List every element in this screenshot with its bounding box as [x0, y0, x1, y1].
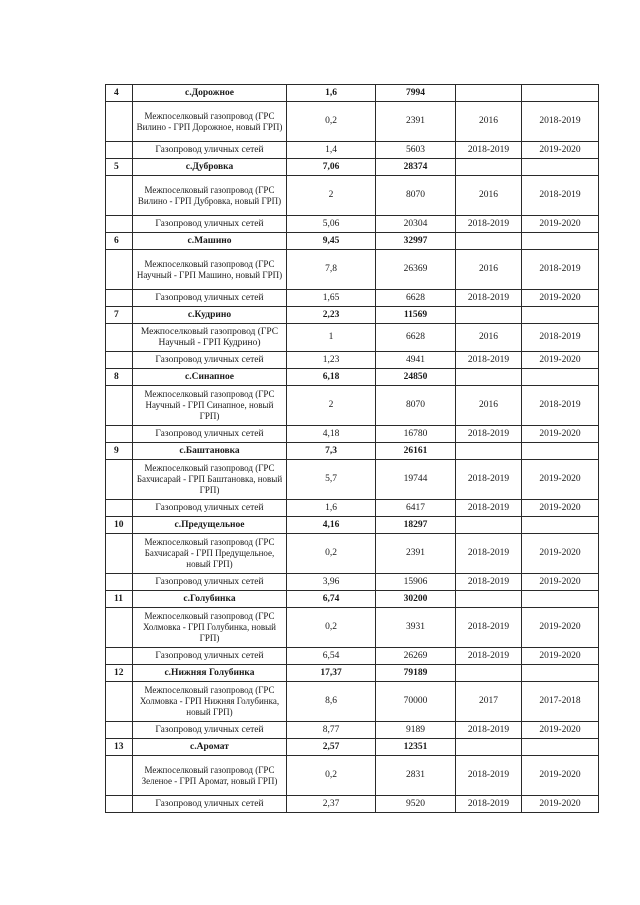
intersettlement-pipeline-row: [106, 608, 599, 648]
village-name: с.Предущельное: [133, 517, 287, 534]
estimated-cost: 19744: [376, 460, 456, 500]
estimated-cost: 8070: [376, 386, 456, 426]
start-period: 2016: [456, 386, 522, 426]
row-number: [106, 722, 133, 739]
street-network-row: [106, 426, 599, 443]
pipeline-length: 1,23: [287, 352, 376, 369]
start-period: 2018-2019: [456, 756, 522, 796]
end-period: 2019-2020: [522, 574, 599, 591]
row-number: [106, 648, 133, 665]
row-number: [106, 142, 133, 159]
object-description: Межпоселковый газопровод (ГРС Бахчисарай - ГРП Баштановка, новый ГРП): [133, 460, 287, 500]
pipeline-length: 2,23: [287, 307, 376, 324]
end-period: 2019-2020: [522, 426, 599, 443]
start-period: 2018-2019: [456, 722, 522, 739]
object-description: Газопровод уличных сетей: [133, 500, 287, 517]
pipeline-length: 6,18: [287, 369, 376, 386]
start-period: 2016: [456, 176, 522, 216]
end-period: 2019-2020: [522, 608, 599, 648]
object-description: Межпоселковый газопровод (ГРС Научный - ГРП Машино, новый ГРП): [133, 250, 287, 290]
object-description: Газопровод уличных сетей: [133, 352, 287, 369]
pipeline-length: 1,6: [287, 85, 376, 102]
end-period: 2018-2019: [522, 324, 599, 352]
row-number: 10: [106, 517, 133, 534]
end-period: 2017-2018: [522, 682, 599, 722]
row-number: [106, 682, 133, 722]
start-period: 2018-2019: [456, 290, 522, 307]
end-period: 2018-2019: [522, 386, 599, 426]
row-number: 12: [106, 665, 133, 682]
start-period: 2018-2019: [456, 796, 522, 813]
estimated-cost: 79189: [376, 665, 456, 682]
object-description: Газопровод уличных сетей: [133, 796, 287, 813]
start-period: [456, 517, 522, 534]
end-period: 2018-2019: [522, 250, 599, 290]
end-period: 2018-2019: [522, 102, 599, 142]
pipeline-length: 1,65: [287, 290, 376, 307]
start-period: [456, 591, 522, 608]
row-number: [106, 102, 133, 142]
pipeline-length: 3,96: [287, 574, 376, 591]
start-period: 2018-2019: [456, 574, 522, 591]
estimated-cost: 30200: [376, 591, 456, 608]
village-row: [106, 307, 599, 324]
estimated-cost: 4941: [376, 352, 456, 369]
village-name: с.Машино: [133, 233, 287, 250]
street-network-row: [106, 500, 599, 517]
estimated-cost: 24850: [376, 369, 456, 386]
intersettlement-pipeline-row: [106, 324, 599, 352]
intersettlement-pipeline-row: [106, 534, 599, 574]
village-name: с.Дубровка: [133, 159, 287, 176]
end-period: [522, 739, 599, 756]
pipeline-length: 5,7: [287, 460, 376, 500]
village-name: с.Голубинка: [133, 591, 287, 608]
estimated-cost: 16780: [376, 426, 456, 443]
object-description: Газопровод уличных сетей: [133, 290, 287, 307]
village-name: с.Аромат: [133, 739, 287, 756]
row-number: [106, 250, 133, 290]
pipeline-length: 1: [287, 324, 376, 352]
start-period: [456, 307, 522, 324]
row-number: [106, 460, 133, 500]
village-row: [106, 591, 599, 608]
street-network-row: [106, 352, 599, 369]
estimated-cost: 2391: [376, 534, 456, 574]
pipeline-length: 2,37: [287, 796, 376, 813]
start-period: [456, 369, 522, 386]
pipeline-length: 8,77: [287, 722, 376, 739]
end-period: [522, 307, 599, 324]
start-period: 2018-2019: [456, 534, 522, 574]
street-network-row: [106, 648, 599, 665]
row-number: 13: [106, 739, 133, 756]
estimated-cost: 7994: [376, 85, 456, 102]
pipeline-length: 7,06: [287, 159, 376, 176]
start-period: 2018-2019: [456, 648, 522, 665]
estimated-cost: 32997: [376, 233, 456, 250]
table-body: [106, 85, 599, 813]
estimated-cost: 28374: [376, 159, 456, 176]
start-period: 2018-2019: [456, 426, 522, 443]
street-network-row: [106, 722, 599, 739]
pipeline-length: 6,74: [287, 591, 376, 608]
estimated-cost: 15906: [376, 574, 456, 591]
village-name: с.Кудрино: [133, 307, 287, 324]
intersettlement-pipeline-row: [106, 460, 599, 500]
intersettlement-pipeline-row: [106, 102, 599, 142]
start-period: [456, 85, 522, 102]
object-description: Межпоселковый газопровод (ГРС Зеленое - ГРП Аромат, новый ГРП): [133, 756, 287, 796]
end-period: 2019-2020: [522, 460, 599, 500]
row-number: [106, 534, 133, 574]
pipeline-length: 17,37: [287, 665, 376, 682]
estimated-cost: 9520: [376, 796, 456, 813]
start-period: 2018-2019: [456, 216, 522, 233]
estimated-cost: 20304: [376, 216, 456, 233]
end-period: 2019-2020: [522, 352, 599, 369]
pipeline-length: 0,2: [287, 534, 376, 574]
row-number: [106, 608, 133, 648]
street-network-row: [106, 574, 599, 591]
estimated-cost: 70000: [376, 682, 456, 722]
row-number: [106, 756, 133, 796]
estimated-cost: 11569: [376, 307, 456, 324]
village-name: с.Дорожное: [133, 85, 287, 102]
object-description: Межпоселковый газопровод (ГРС Бахчисарай - ГРП Предущельное, новый ГРП): [133, 534, 287, 574]
end-period: [522, 85, 599, 102]
start-period: 2018-2019: [456, 142, 522, 159]
intersettlement-pipeline-row: [106, 176, 599, 216]
village-row: [106, 665, 599, 682]
village-row: [106, 369, 599, 386]
street-network-row: [106, 216, 599, 233]
intersettlement-pipeline-row: [106, 250, 599, 290]
estimated-cost: 2391: [376, 102, 456, 142]
estimated-cost: 9189: [376, 722, 456, 739]
object-description: Газопровод уличных сетей: [133, 426, 287, 443]
end-period: [522, 233, 599, 250]
end-period: [522, 665, 599, 682]
village-name: с.Баштановка: [133, 443, 287, 460]
row-number: 8: [106, 369, 133, 386]
pipeline-length: 6,54: [287, 648, 376, 665]
object-description: Межпоселковый газопровод (ГРС Холмовка - ГРП Нижняя Голубинка, новый ГРП): [133, 682, 287, 722]
object-description: Газопровод уличных сетей: [133, 574, 287, 591]
row-number: [106, 500, 133, 517]
object-description: Межпоселковый газопровод (ГРС Вилино - ГРП Дорожное, новый ГРП): [133, 102, 287, 142]
end-period: 2019-2020: [522, 290, 599, 307]
estimated-cost: 6628: [376, 290, 456, 307]
object-description: Межпоселковый газопровод (ГРС Холмовка - ГРП Голубинка, новый ГРП): [133, 608, 287, 648]
start-period: 2018-2019: [456, 460, 522, 500]
end-period: 2019-2020: [522, 648, 599, 665]
estimated-cost: 3931: [376, 608, 456, 648]
village-name: с.Синапное: [133, 369, 287, 386]
row-number: [106, 352, 133, 369]
row-number: [106, 216, 133, 233]
estimated-cost: 2831: [376, 756, 456, 796]
row-number: 7: [106, 307, 133, 324]
end-period: 2019-2020: [522, 142, 599, 159]
row-number: [106, 426, 133, 443]
object-description: Газопровод уличных сетей: [133, 216, 287, 233]
pipeline-length: 2: [287, 386, 376, 426]
estimated-cost: 18297: [376, 517, 456, 534]
intersettlement-pipeline-row: [106, 756, 599, 796]
end-period: 2019-2020: [522, 796, 599, 813]
pipeline-length: 4,16: [287, 517, 376, 534]
estimated-cost: 12351: [376, 739, 456, 756]
village-row: [106, 517, 599, 534]
start-period: [456, 159, 522, 176]
row-number: 9: [106, 443, 133, 460]
start-period: 2018-2019: [456, 352, 522, 369]
row-number: 4: [106, 85, 133, 102]
end-period: [522, 517, 599, 534]
pipeline-length: 0,2: [287, 608, 376, 648]
village-row: [106, 85, 599, 102]
estimated-cost: 26161: [376, 443, 456, 460]
pipeline-length: 9,45: [287, 233, 376, 250]
start-period: 2017: [456, 682, 522, 722]
estimated-cost: 26369: [376, 250, 456, 290]
pipeline-length: 0,2: [287, 102, 376, 142]
pipeline-length: 1,4: [287, 142, 376, 159]
row-number: [106, 290, 133, 307]
row-number: [106, 324, 133, 352]
object-description: Газопровод уличных сетей: [133, 648, 287, 665]
row-number: 11: [106, 591, 133, 608]
street-network-row: [106, 290, 599, 307]
start-period: [456, 739, 522, 756]
end-period: 2019-2020: [522, 534, 599, 574]
intersettlement-pipeline-row: [106, 682, 599, 722]
object-description: Межпоселковый газопровод (ГРС Вилино - ГРП Дубровка, новый ГРП): [133, 176, 287, 216]
village-row: [106, 159, 599, 176]
object-description: Межпоселковый газопровод (ГРС Научный - ГРП Кудрино): [133, 324, 287, 352]
end-period: [522, 369, 599, 386]
end-period: [522, 159, 599, 176]
pipeline-length: 2,57: [287, 739, 376, 756]
estimated-cost: 6628: [376, 324, 456, 352]
pipeline-length: 0,2: [287, 756, 376, 796]
end-period: 2019-2020: [522, 216, 599, 233]
row-number: [106, 796, 133, 813]
start-period: [456, 233, 522, 250]
row-number: 5: [106, 159, 133, 176]
start-period: [456, 665, 522, 682]
street-network-row: [106, 142, 599, 159]
object-description: Межпоселковый газопровод (ГРС Научный - ГРП Синапное, новый ГРП): [133, 386, 287, 426]
row-number: 6: [106, 233, 133, 250]
row-number: [106, 574, 133, 591]
end-period: 2019-2020: [522, 756, 599, 796]
gasification-table: [105, 84, 599, 813]
object-description: Газопровод уличных сетей: [133, 722, 287, 739]
start-period: 2016: [456, 102, 522, 142]
end-period: [522, 591, 599, 608]
start-period: [456, 443, 522, 460]
end-period: 2019-2020: [522, 722, 599, 739]
estimated-cost: 5603: [376, 142, 456, 159]
village-row: [106, 443, 599, 460]
village-row: [106, 233, 599, 250]
pipeline-length: 2: [287, 176, 376, 216]
village-name: с.Нижняя Голубинка: [133, 665, 287, 682]
pipeline-length: 7,8: [287, 250, 376, 290]
village-row: [106, 739, 599, 756]
estimated-cost: 6417: [376, 500, 456, 517]
start-period: 2018-2019: [456, 608, 522, 648]
end-period: 2018-2019: [522, 176, 599, 216]
street-network-row: [106, 796, 599, 813]
start-period: 2016: [456, 324, 522, 352]
start-period: 2016: [456, 250, 522, 290]
pipeline-length: 4,18: [287, 426, 376, 443]
pipeline-length: 1,6: [287, 500, 376, 517]
pipeline-length: 7,3: [287, 443, 376, 460]
row-number: [106, 176, 133, 216]
pipeline-length: 8,6: [287, 682, 376, 722]
row-number: [106, 386, 133, 426]
end-period: [522, 443, 599, 460]
pipeline-length: 5,06: [287, 216, 376, 233]
estimated-cost: 26269: [376, 648, 456, 665]
intersettlement-pipeline-row: [106, 386, 599, 426]
estimated-cost: 8070: [376, 176, 456, 216]
object-description: Газопровод уличных сетей: [133, 142, 287, 159]
start-period: 2018-2019: [456, 500, 522, 517]
end-period: 2019-2020: [522, 500, 599, 517]
